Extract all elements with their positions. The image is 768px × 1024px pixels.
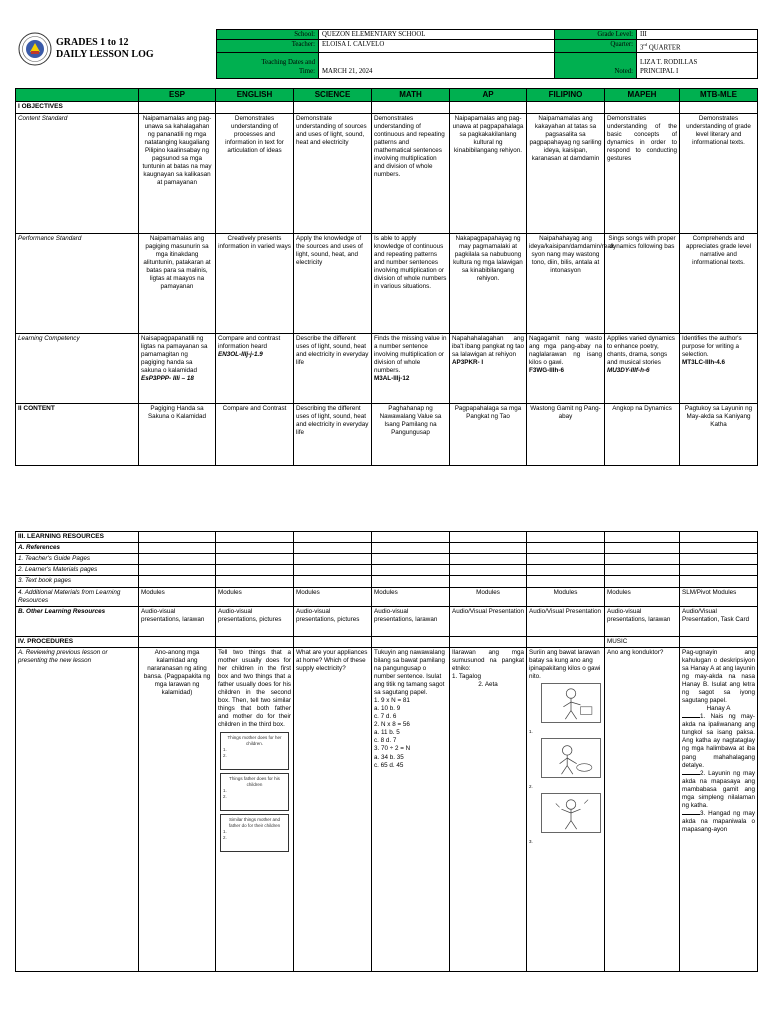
mtb-item: 3. Hangad ng may akda na mapaniwala o mapasang-ayon: [682, 809, 755, 833]
performance-standard-mapeh: Sings songs with proper dynamics following bas: [605, 233, 680, 333]
content-topic-math: Paghahanap ng Nawawalang Value sa Isang Pamilang na Pangungusap: [372, 403, 450, 465]
review-mapeh: Ano ang konduktor?: [605, 647, 680, 971]
math-item: 2. N x 8 = 56: [374, 721, 410, 729]
performance-standard-english: Creatively presents information in varied ways: [216, 233, 294, 333]
learning-competency-science: Describe the different uses of light, sound, heat and electricity in everyday life: [294, 333, 372, 403]
subject-science: SCIENCE: [294, 89, 372, 102]
performance-standard-filipino: Naipahahayag ang ideya/kaisipan/damdamin/reak syon nang may wastong tono, diin, bilis, antala at intonasyon: [527, 233, 605, 333]
other-resources-label: B. Other Learning Resources: [16, 606, 139, 636]
content-standard-science: Demonstrate understanding of sources and uses of light, sound, heat and electricity: [294, 113, 372, 233]
review-filipino: [527, 647, 605, 971]
deped-seal-logo: [18, 32, 52, 66]
teaching-dates-value: MARCH 21, 2024: [319, 53, 555, 79]
content-topic-english: Compare and Contrast: [216, 403, 294, 465]
content-topic-science: Describing the different uses of light, sound, heat and electricity in everyday life: [294, 403, 372, 465]
performance-standard-science: Apply the knowledge of the sources and uses of light, sound, heat, and electricity: [294, 233, 372, 333]
other-resources-esp: Audio-visual presentations, larawan: [139, 606, 216, 636]
ap-instructions: Ilarawan ang mga sumusunod na pangkat etniko:: [452, 648, 524, 672]
learning-competency-row: [16, 333, 758, 403]
review-lesson-row: [16, 647, 758, 971]
content-standard-english: Demonstrates understanding of processes and information in text for articulation of ideas: [216, 113, 294, 233]
content-topic-filipino: Wastong Gamit ng Pang-abay: [527, 403, 605, 465]
objectives-section-label: I OBJECTIVES: [16, 102, 139, 113]
school-value: QUEZON ELEMENTARY SCHOOL: [319, 30, 555, 40]
other-resources-mtb: Audio/Visual Presentation, Task Card: [680, 606, 758, 636]
item-number-2: 2.: [529, 784, 533, 790]
grade-label: Grade Level:: [555, 30, 637, 40]
content-section-label: II CONTENT: [16, 403, 139, 465]
math-item: a. 34 b. 35: [374, 753, 404, 761]
ap-item: 2. Aeta: [478, 681, 498, 689]
review-math: [372, 647, 450, 971]
other-resources-english: Audio-visual presentations, pictures: [216, 606, 294, 636]
review-science: What are your appliances at home? Which of these supply electricity?: [294, 647, 372, 971]
performance-standard-label: Performance Standard: [16, 233, 139, 333]
lesson-log-header: [15, 29, 757, 83]
header-info-table: [216, 29, 758, 79]
subject-math: MATH: [372, 89, 450, 102]
math-instructions: Tukuyin ang nawawalang bilang sa bawat pamilang na pangungusap o number sentence. Isulat ang titik ng tamang sagot sa sagutang papel.: [374, 648, 446, 697]
performance-standard-row: [16, 233, 758, 333]
additional-materials-filipino: Modules: [527, 587, 605, 606]
resources-procedures-table: [15, 531, 758, 972]
child-activity-illustration: [541, 683, 601, 723]
content-standard-label: Content Standard: [16, 113, 139, 233]
other-resources-math: Audio-visual presentations, larawan: [372, 606, 450, 636]
learning-competency-mtb: Identifies the author's purpose for writing a selection. MT3LC-IIIh-4.6: [680, 333, 758, 403]
additional-materials-esp: Modules: [139, 587, 216, 606]
learning-competency-esp: Naisapagpapanatili ng ligtas na pamayanan sa pamamagitan ng pagiging handa sa sakuna o kalamidad EsP3PPP- IIIi – 18: [139, 333, 216, 403]
review-esp: Ano-anong mga kalamidad ang nararanasan ng ating bansa. (Pagpapakita ng mga larawan ng kalamidad): [139, 647, 216, 971]
review-english: [216, 647, 294, 971]
grade-value: III: [637, 30, 758, 40]
music-label: MUSIC: [605, 636, 680, 647]
subject-filipino: FILIPINO: [527, 89, 605, 102]
other-resources-science: Audio-visual presentations, pictures: [294, 606, 372, 636]
review-lesson-label: A. Reviewing previous lesson or presenting the new lesson: [16, 647, 139, 971]
additional-materials-science: Modules: [294, 587, 372, 606]
additional-materials-math: Modules: [372, 587, 450, 606]
learning-competency-math: Finds the missing value in a number sentence involving multiplication or division of whole numbers. M3AL-IIIj-12: [372, 333, 450, 403]
math-item: c. 65 d. 45: [374, 761, 404, 769]
learning-competency-english: Compare and contrast information heard EN3OL-IIIj-j-1.9: [216, 333, 294, 403]
procedures-label: IV. PROCEDURES: [16, 636, 139, 647]
filipino-instructions: Suriin ang bawat larawan batay sa kung ano ang ipinapakitang kilos o gawi nito.: [529, 648, 601, 681]
father-things-box: Things father does for his children 1. 2.: [220, 773, 289, 811]
math-item: c. 7 d. 6: [374, 713, 397, 721]
content-standard-mapeh: Demonstrates understanding of the basic concepts of dynamics in order to respond to conducting gestures: [605, 113, 680, 233]
form-title-line1: GRADES 1 to 12: [56, 37, 129, 48]
teachers-guide-label: 1. Teacher's Guide Pages: [16, 554, 139, 565]
noted-by: LIZA T. RODILLAS PRINCIPAL I: [637, 53, 758, 79]
math-item: a. 11 b. 5: [374, 729, 400, 737]
mother-things-box: Things mother does for her children. 1. 2.: [220, 732, 289, 770]
teacher-label: Teacher:: [217, 40, 319, 53]
content-standard-filipino: Naipamamalas ang kakayahan at tatas sa pagsasalita sa pagpapahayag ng sariling ideya, kaisipan, karanasan at damdamin: [527, 113, 605, 233]
learning-competency-mapeh: Applies varied dynamics to enhance poetry, chants, drama, songs and musical stories MU3DY-IIIf-h-6: [605, 333, 680, 403]
content-standard-row: [16, 113, 758, 233]
mtb-item: 2. Layunin ng may akda na mapasaya ang mambabasa gamit ang mga simpleng nilalaman ng katha.: [682, 769, 755, 809]
school-label: School:: [217, 30, 319, 40]
other-resources-filipino: Audio/Visual Presentation: [527, 606, 605, 636]
other-resources-ap: Audio/Visual Presentation: [450, 606, 527, 636]
math-item: 1. 9 x N = 81: [374, 697, 410, 705]
similar-things-box: Similar things mother and father do for their children 1. 2.: [220, 814, 289, 852]
content-standard-mtb: Demonstrates understanding of grade level literary and informational texts.: [680, 113, 758, 233]
item-number-1: 1.: [529, 729, 533, 735]
subject-ap: AP: [450, 89, 527, 102]
additional-materials-ap: Modules: [450, 587, 527, 606]
content-standard-ap: Naipapamalas ang pag- unawa at pagpapahalaga sa pagkakakilanlang kultural ng kinabibilangang rehiyon.: [450, 113, 527, 233]
english-activity-text: Tell two things that a mother usually does for her children in the first box and two things that a father usually does for his children in the second box. Then, tell two similar things that both father and mother do for their children in the third box.: [218, 648, 291, 729]
content-topic-mapeh: Angkop na Dynamics: [605, 403, 680, 465]
learning-competency-filipino: Nagagamit nang wasto ang mga pang-abay na naglalarawan ng isang kilos o gawi. F3WG-IIIh-6: [527, 333, 605, 403]
subject-esp: ESP: [139, 89, 216, 102]
content-topic-esp: Pagiging Handa sa Sakuna o Kalamidad: [139, 403, 216, 465]
mtb-item: 1. Nais ng may-akda na ipaliwanang ang tungkol sa isang paksa. Ang katha ay nagtataglay ng mga halimbawa at iba pang mahahalagang detalye.: [682, 713, 755, 769]
additional-materials-english: Modules: [216, 587, 294, 606]
textbook-pages-label: 3. Text book pages: [16, 576, 139, 587]
additional-materials-label: 4. Additional Materials from Learning Resources: [16, 587, 139, 606]
teaching-dates-label: Teaching Dates and Time:: [217, 53, 319, 79]
objectives-table: [15, 88, 758, 466]
content-row: [16, 403, 758, 465]
quarter-label: Quarter:: [555, 40, 637, 53]
other-resources-mapeh: Audio-visual presentations, larawan: [605, 606, 680, 636]
additional-materials-mapeh: Modules: [605, 587, 680, 606]
learning-competency-label: Learning Competency: [16, 333, 139, 403]
references-label: A. References: [16, 543, 139, 554]
teacher-value: ELOISA I. CALVELO: [319, 40, 555, 53]
learners-materials-label: 2. Learner's Materials pages: [16, 565, 139, 576]
performance-standard-esp: Naipamamalas ang pagiging masunurin sa mga itinakdang alituntunin, patakaran at batas para sa malinis, ligtas at maayos na pamayanan: [139, 233, 216, 333]
subject-mapeh: MAPEH: [605, 89, 680, 102]
item-number-3: 3.: [529, 839, 533, 845]
math-item: 3. 70 ÷ 2 = N: [374, 745, 411, 753]
content-standard-esp: Naipamamalas ang pag-unawa sa kahalagahan ng pananatili ng mga natatanging kaugaliang Pilipino kaalinsabay ng pagsunod sa mga tuntunin at batas na may kaugnayan sa kalikasan at pamayanan: [139, 113, 216, 233]
subject-mtb-mle: MTB-MLE: [680, 89, 758, 102]
review-mtb: [680, 647, 758, 971]
child-activity-illustration: [541, 738, 601, 778]
mtb-instructions: Pag-ugnayin ang kahulugan o deskripsiyon sa Hanay A at ang layunin ng may-akda na nasa Hanay B. Isulat ang letra ng sagot sa iyong sagutang papel.: [682, 648, 755, 705]
learning-resources-label: III. LEARNING RESOURCES: [16, 532, 139, 543]
form-title-line2: DAILY LESSON LOG: [56, 49, 154, 60]
noted-label: Noted:: [555, 53, 637, 79]
quarter-value: 3rd QUARTER: [637, 40, 758, 53]
ap-item: 1. Tagalog: [452, 673, 481, 681]
subject-header-row: [16, 89, 758, 102]
content-topic-mtb: Pagtukoy sa Layunin ng May-akda sa Kaniyang Katha: [680, 403, 758, 465]
blank-corner-cell: [16, 89, 139, 102]
math-item: c. 8 d. 7: [374, 737, 397, 745]
additional-materials-row: [16, 587, 758, 606]
child-activity-illustration: [541, 793, 601, 833]
math-item: a. 10 b. 9: [374, 705, 401, 713]
review-ap: [450, 647, 527, 971]
performance-standard-ap: Nakapagpapahayag ng may pagmamalaki at pagkilala sa nabubuong kultura ng mga lalawigan sa kinabibilangang rehiyon.: [450, 233, 527, 333]
content-topic-ap: Pagpapahalaga sa mga Pangkat ng Tao: [450, 403, 527, 465]
subject-english: ENGLISH: [216, 89, 294, 102]
learning-competency-ap: Napahahalagahan ang iba't ibang pangkat ng tao sa lalawigan at rehiyon AP3PKR- I: [450, 333, 527, 403]
mtb-hanay-a: Hanay A: [706, 705, 731, 713]
content-standard-math: Demonstrates understanding of continuous and repeating patterns and mathematical sentences involving multiplication and division of whole numbers.: [372, 113, 450, 233]
performance-standard-math: Is able to apply knowledge of continuous and repeating patterns and number sentences involving multiplication or division of whole numbers in various situations.: [372, 233, 450, 333]
other-resources-row: [16, 606, 758, 636]
additional-materials-mtb: SLM/Pivot Modules: [680, 587, 758, 606]
performance-standard-mtb: Comprehends and appreciates grade level narrative and informational texts.: [680, 233, 758, 333]
